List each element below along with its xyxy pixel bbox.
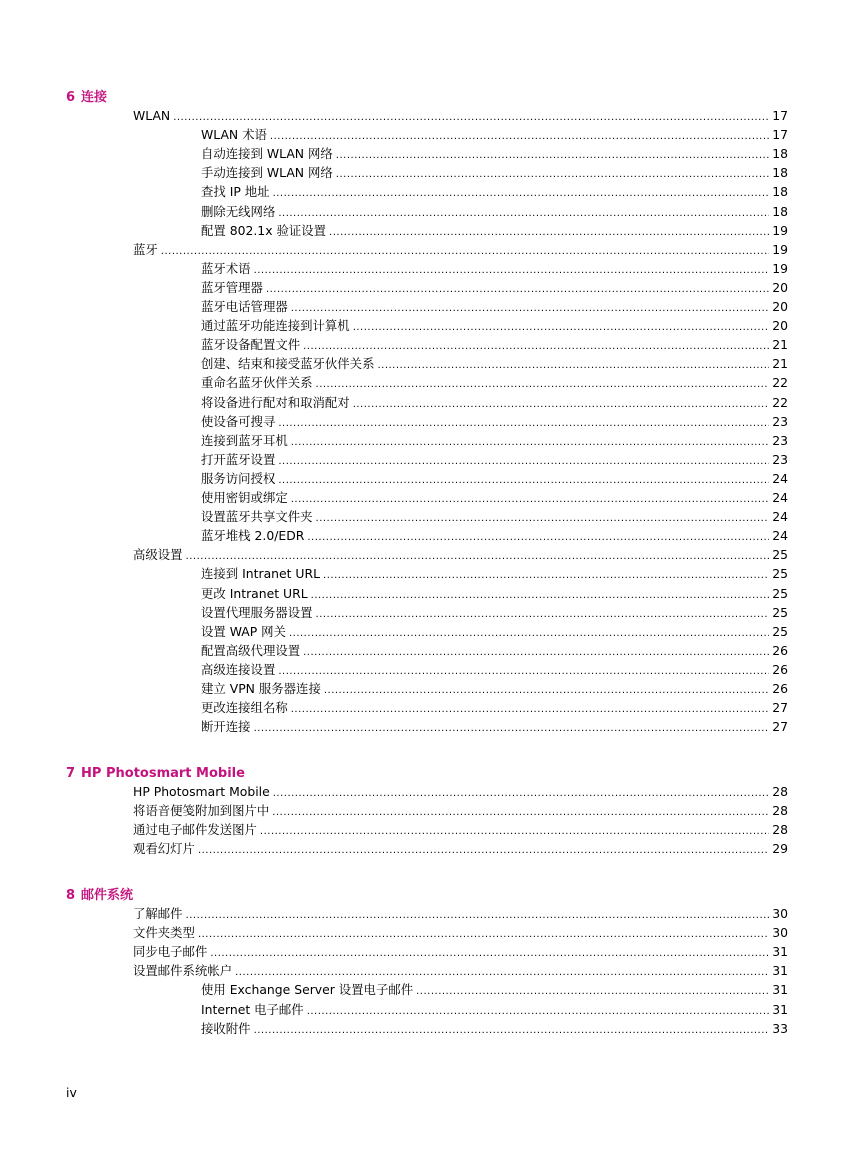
dot-leader (291, 492, 769, 508)
dot-leader (307, 1004, 770, 1020)
toc-entry-title: 通过蓝牙功能连接到计算机 (201, 318, 350, 334)
toc-entry[interactable] (201, 643, 788, 661)
dot-leader (303, 339, 769, 355)
dot-leader (273, 786, 769, 802)
toc-entry-page: 18 (772, 146, 788, 162)
dot-leader (273, 186, 770, 202)
dot-leader (278, 473, 769, 489)
toc-entry-title: Internet 电子邮件 (201, 1001, 304, 1017)
dot-leader (260, 824, 769, 840)
toc-entry-page: 24 (772, 528, 788, 544)
toc-entry-page: 26 (772, 681, 788, 696)
toc-entry-page: 30 (772, 906, 788, 921)
dot-leader (254, 263, 770, 279)
dot-leader (278, 454, 769, 470)
toc-entry-title: WLAN (133, 108, 171, 123)
dot-leader (377, 358, 769, 374)
toc-entry-page: 27 (772, 719, 788, 735)
toc-entry[interactable] (201, 414, 788, 432)
toc-entry[interactable] (201, 127, 788, 145)
toc-entry[interactable] (133, 841, 788, 859)
toc-entry-page: 22 (772, 394, 788, 410)
toc-entry-title: 更改连接组名称 (201, 700, 288, 716)
toc-entry-title: 将设备进行配对和取消配对 (201, 394, 350, 410)
toc-entry-title: 观看幻灯片 (133, 841, 195, 857)
toc-entry[interactable] (201, 261, 788, 279)
toc-entry-title: 打开蓝牙设置 (201, 451, 276, 467)
dot-leader (353, 397, 770, 413)
dot-leader (291, 435, 769, 451)
toc-entry-page: 24 (772, 470, 788, 486)
toc-entry-title: 连接到 Intranet URL (201, 566, 321, 582)
toc-entry-title: 同步电子邮件 (133, 944, 208, 960)
toc-entry[interactable] (201, 605, 788, 623)
toc-entry-title: 使用密钥或绑定 (201, 490, 288, 505)
toc-entry-page: 18 (772, 165, 788, 181)
toc-entry[interactable] (201, 982, 788, 1000)
toc-entry[interactable] (133, 803, 788, 821)
dot-leader (186, 908, 770, 924)
toc-entry-title: 查找 IP 地址 (201, 184, 270, 200)
toc-entry-title: 配置高级代理设置 (201, 642, 301, 658)
toc-entry-title: 更改 Intranet URL (201, 585, 308, 601)
chapter-title: HP Photosmart Mobile (81, 766, 245, 781)
toc-entry[interactable] (201, 719, 788, 737)
toc-entry[interactable] (201, 490, 788, 508)
dot-leader (316, 377, 770, 393)
dot-leader (173, 110, 769, 126)
toc-entry[interactable] (201, 375, 788, 393)
toc-entry-title: 将语音便笺附加到图片中 (133, 803, 270, 819)
toc-entry-page: 17 (772, 108, 788, 123)
toc-entry-page: 24 (772, 509, 788, 525)
dot-leader (416, 984, 769, 1000)
toc-entry[interactable] (133, 944, 788, 962)
dot-leader (254, 721, 770, 737)
toc-entry[interactable] (201, 1021, 788, 1039)
toc-entry-title: 重命名蓝牙伙伴关系 (201, 375, 313, 391)
toc-entry-page: 21 (772, 356, 788, 372)
toc-entry-title: 蓝牙术语 (201, 260, 251, 276)
toc-entry-page: 23 (772, 413, 788, 429)
toc-entry[interactable] (201, 318, 788, 336)
dot-leader (291, 702, 769, 718)
toc-entry[interactable] (201, 528, 788, 546)
toc-entry-page: 33 (772, 1020, 788, 1036)
toc-entry[interactable] (201, 662, 788, 680)
toc-entry[interactable] (201, 471, 788, 489)
toc-entry-title: 高级设置 (133, 547, 183, 563)
toc-entry-title: 蓝牙管理器 (201, 279, 263, 295)
dot-leader (270, 129, 769, 145)
dot-leader (235, 965, 769, 981)
toc-entry-title: HP Photosmart Mobile (133, 784, 270, 799)
toc-entry-page: 28 (772, 784, 788, 799)
dot-leader (186, 549, 770, 565)
toc-entry[interactable] (133, 822, 788, 840)
toc-entry-title: 断开连接 (201, 719, 251, 735)
toc-entry[interactable] (201, 1002, 788, 1020)
toc-entry-title: WLAN 术语 (201, 127, 267, 143)
dot-leader (198, 843, 769, 859)
dot-leader (198, 927, 769, 943)
dot-leader (161, 244, 769, 260)
dot-leader (329, 225, 769, 241)
toc-entry-page: 19 (772, 260, 788, 276)
toc-entry-page: 23 (772, 451, 788, 467)
toc-entry[interactable] (133, 242, 788, 260)
toc-entry-title: 设置 WAP 网关 (201, 623, 286, 639)
toc-entry-page: 22 (772, 375, 788, 391)
toc-entry[interactable] (201, 509, 788, 527)
toc-entry-title: 手动连接到 WLAN 网络 (201, 165, 333, 181)
toc-entry-page: 21 (772, 337, 788, 353)
toc-entry-page: 20 (772, 279, 788, 295)
toc-entry-title: 创建、结束和接受蓝牙伙伴关系 (201, 356, 375, 372)
dot-leader (278, 664, 769, 680)
dot-leader (210, 946, 769, 962)
toc-entry-page: 28 (772, 822, 788, 838)
chapter-number: 8 (66, 888, 76, 903)
toc-entry-page: 31 (772, 1001, 788, 1017)
toc-entry[interactable] (201, 204, 788, 222)
chapter-title: 连接 (81, 90, 108, 105)
toc-entry[interactable] (201, 280, 788, 298)
page-number: iv (66, 1085, 77, 1100)
toc-entry-page: 28 (772, 803, 788, 819)
toc-entry-title: 设置代理服务器设置 (201, 604, 313, 620)
toc-entry-page: 29 (772, 841, 788, 857)
toc-entry-title: 删除无线网络 (201, 203, 276, 219)
dot-leader (336, 167, 769, 183)
toc-entry-title: 蓝牙电话管理器 (201, 299, 288, 314)
toc-entry[interactable] (201, 395, 788, 413)
toc-entry[interactable] (133, 925, 788, 943)
toc-entry-page: 31 (772, 982, 788, 998)
toc-entry-page: 25 (772, 604, 788, 620)
toc-entry-page: 20 (772, 318, 788, 334)
dot-leader (311, 588, 770, 604)
chapter-title: 邮件系统 (81, 888, 134, 903)
dot-leader (254, 1023, 770, 1039)
dot-leader (336, 148, 769, 164)
toc-entry-page: 27 (772, 700, 788, 716)
toc-entry-page: 26 (772, 642, 788, 658)
dot-leader (289, 626, 769, 642)
toc-entry[interactable] (133, 963, 788, 981)
toc-entry-page: 30 (772, 925, 788, 941)
dot-leader (316, 511, 770, 527)
toc-entry-page: 19 (772, 222, 788, 238)
toc-entry-page: 25 (772, 566, 788, 582)
toc-entry-page: 25 (772, 623, 788, 639)
toc-entry[interactable] (201, 624, 788, 642)
chapter-number: 6 (66, 90, 76, 105)
toc-entry-page: 18 (772, 203, 788, 219)
dot-leader (303, 645, 769, 661)
toc-entry-title: 使用 Exchange Server 设置电子邮件 (201, 982, 414, 998)
toc-entry-title: 建立 VPN 服务器连接 (201, 681, 321, 696)
chapter-heading (66, 888, 133, 904)
toc-entry[interactable] (201, 586, 788, 604)
toc-entry[interactable] (201, 146, 788, 164)
toc-entry[interactable] (201, 223, 788, 241)
toc-entry[interactable] (201, 566, 788, 584)
toc-entry[interactable] (201, 299, 788, 317)
toc-entry[interactable] (133, 108, 788, 126)
toc-entry[interactable] (201, 700, 788, 718)
toc-entry-page: 19 (772, 241, 788, 257)
dot-leader (323, 568, 769, 584)
toc-entry-page: 26 (772, 661, 788, 677)
toc-entry-title: 自动连接到 WLAN 网络 (201, 146, 333, 162)
toc-entry-title: 设置蓝牙共享文件夹 (201, 509, 313, 525)
dot-leader (278, 206, 769, 222)
toc-entry-page: 25 (772, 547, 788, 563)
toc-entry-title: 连接到蓝牙耳机 (201, 432, 288, 448)
toc-entry[interactable] (201, 433, 788, 451)
toc-entry-title: 设置邮件系统帐户 (133, 963, 233, 979)
dot-leader (272, 805, 769, 821)
toc-entry[interactable] (133, 547, 788, 565)
toc-entry-title: 蓝牙堆栈 2.0/EDR (201, 528, 305, 544)
chapter-heading (66, 90, 107, 106)
toc-entry-title: 通过电子邮件发送图片 (133, 822, 257, 838)
toc-entry-title: 文件夹类型 (133, 925, 195, 941)
dot-leader (353, 320, 770, 336)
dot-leader (307, 530, 769, 546)
toc-entry-page: 18 (772, 184, 788, 200)
dot-leader (324, 683, 769, 699)
toc-entry-title: 服务访问授权 (201, 470, 276, 486)
toc-entry[interactable] (133, 906, 788, 924)
toc-entry-page: 20 (772, 299, 788, 314)
toc-entry[interactable] (201, 184, 788, 202)
toc-entry-page: 31 (772, 944, 788, 960)
toc-entry[interactable] (201, 452, 788, 470)
toc-entry-title: 配置 802.1x 验证设置 (201, 222, 327, 238)
toc-entry-title: 了解邮件 (133, 906, 183, 921)
toc-entry-title: 蓝牙设备配置文件 (201, 337, 301, 353)
toc-entry[interactable] (201, 356, 788, 374)
toc-entry-title: 高级连接设置 (201, 661, 276, 677)
toc-entry-page: 23 (772, 432, 788, 448)
toc-entry-page: 25 (772, 585, 788, 601)
dot-leader (266, 282, 769, 298)
toc-entry[interactable] (201, 681, 788, 699)
toc-entry[interactable] (201, 337, 788, 355)
chapter-heading (66, 766, 245, 782)
toc-entry-page: 31 (772, 963, 788, 979)
chapter-number: 7 (66, 766, 76, 781)
toc-entry-title: 蓝牙 (133, 241, 158, 257)
dot-leader (316, 607, 770, 623)
toc-entry[interactable] (201, 165, 788, 183)
toc-entry-title: 接收附件 (201, 1020, 251, 1036)
dot-leader (291, 301, 769, 317)
toc-entry-title: 使设备可搜寻 (201, 413, 276, 429)
toc-entry-page: 24 (772, 490, 788, 505)
dot-leader (278, 416, 769, 432)
toc-entry-page: 17 (772, 127, 788, 143)
toc-entry[interactable] (133, 784, 788, 802)
